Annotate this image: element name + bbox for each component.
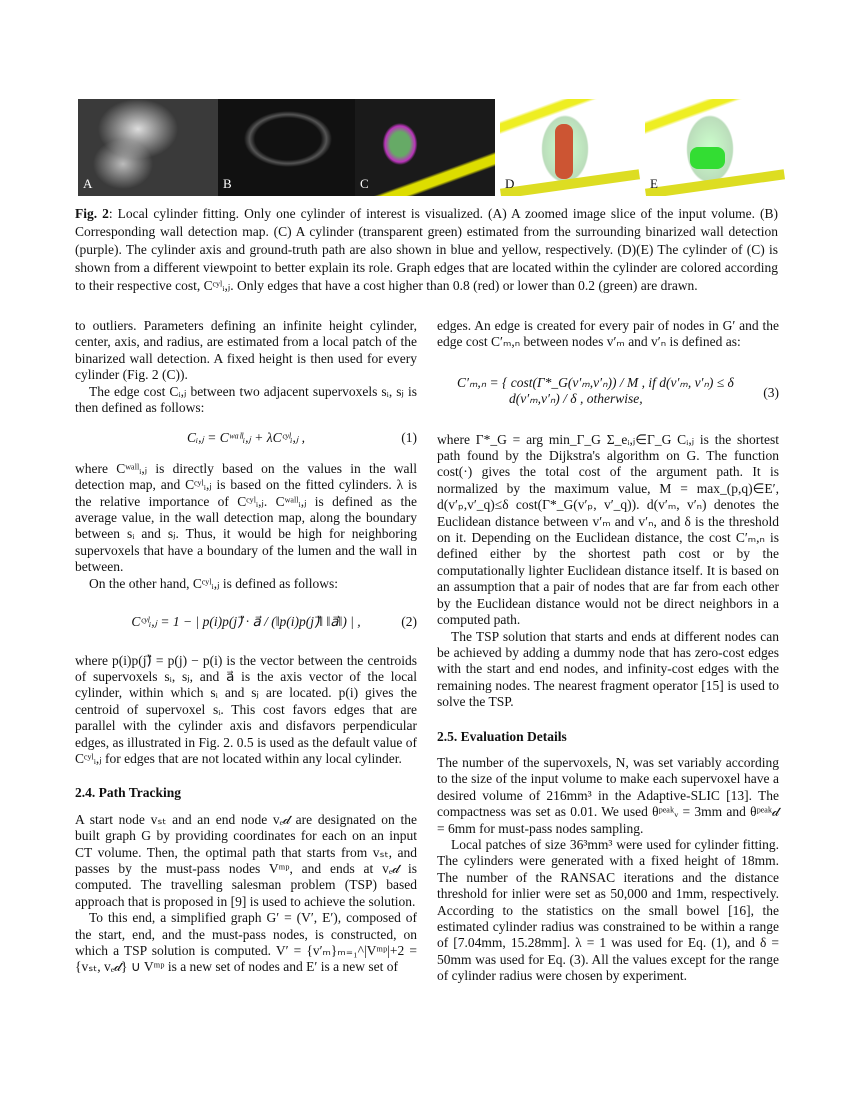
paragraph: to outliers. Parameters defining an infinite height cylinder, center, axis, and radius, are estimated from a local patch of the binarized wall detection. A fixed height is then used for every cylinder (Fig. 2 (C)). [75,318,417,383]
equation-line: C′ₘ,ₙ = { cost(Γ*_G(v′ₘ,v′ₙ)) / M , if d(v′ₘ, v′ₙ) ≤ δ [457,374,734,390]
equation-1 [75,430,417,446]
equation-number: (2) [401,614,417,630]
paragraph: Local patches of size 36³mm³ were used for cylinder fitting. The cylinders were generated with a fixed height of 18mm. The number of the RANSAC iterations and the distance threshold for inlier were set as 50,000 and 1mm, respectively. According to the statistics on the small bowel [16], the estimated cylinder radius was constrained to be within a range of [7.04mm, 15.28mm]. λ = 1 was used for Eq. (1), and δ = 50mm was used for Eq. (3). All the values except for the range of cylinder radius were chosen by experiment. [437,836,779,984]
section-heading: 2.5. Evaluation Details [437,728,567,744]
figure-panel-e [645,99,785,196]
paragraph: The TSP solution that starts and ends at different nodes can be achieved by adding a dummy node that has zero-cost edges with the start and end nodes, and infinity-cost edges with the remaining nodes. The nearest fragment operator [15] is used to solve the TSP. [437,628,779,710]
equation-body: Cᵢ,ⱼ = Cʷᵃˡˡᵢ,ⱼ + λCᶜʸˡᵢ,ⱼ , [186,430,306,446]
equation-number: (1) [401,430,417,446]
panel-label: A [83,176,93,191]
panel-label: C [360,176,369,191]
figure-panel-d [500,99,640,196]
panel-label: E [650,176,658,191]
paragraph: On the other hand, Cᶜʸˡᵢ,ⱼ is defined as follows: [89,575,338,591]
green-edges [690,147,725,169]
caption-label: Fig. 2 [75,206,109,221]
equation-number: (3) [763,384,779,400]
equation-3 [437,375,779,408]
figure-panel-b [218,99,355,196]
paragraph: edges. An edge is created for every pair of nodes in G′ and the edge cost C′ₘ,ₙ between nodes v′ₘ and v′ₙ is defined as: [437,318,779,350]
right-column [437,318,779,985]
red-edges [555,124,573,179]
paragraph: where p(i)p(j)⃗ = p(j) − p(i) is the vector between the centroids of supervoxels sᵢ, sⱼ, and a⃗ is the axis vector of the local cylinder, within which sᵢ and sⱼ are located. p(i) gives the centroid of supervoxel sᵢ. This cost favors edges that are parallel with the cylinder axis and disfavors perpendicular edges, as illustrated in Fig. 2. 0.5 is used as the default value of Cᶜʸˡᵢ,ⱼ for edges that are not located within any local cylinder. [75,652,417,766]
paragraph: where Cʷᵃˡˡᵢ,ⱼ is directly based on the values in the wall detection map, and Cᶜʸˡᵢ,ⱼ is based on the fitted cylinders. λ is the relative importance of Cᶜʸˡᵢ,ⱼ. Cʷᵃˡˡᵢ,ⱼ is defined as the average value, in the wall detection map, along the boundary between sᵢ and sⱼ. Thus, it would be high for neighboring supervoxels that have a boundary of the lumen and the wall in between. [75,460,417,575]
left-column [75,318,417,976]
yellow-path [645,169,785,196]
paragraph: where Γ*_G = arg min_Γ_G Σ_eᵢ,ⱼ∈Γ_G Cᵢ,ⱼ is the shortest path found by the Dijkstra's algorithm on G. The function cost(·) gives the total cost of the argument path. It is normalized by the maximum value, M = max_(p,q)∈E′, d(v′ₚ,v′_q)≤δ cost(Γ*_G(v′ₚ, v′_q)). d(v′ₘ, v′ₙ) denotes the Euclidean distance between v′ₘ and v′ₙ, and δ is the threshold on it. Depending on the Euclidean distance, the cost C′ₘ,ₙ is defined either by the shortest path cost or by the computationally lighter Euclidean distance itself. It is based on an assumption that a pair of nodes that are far from each other by the Euclidean distance would not be direct neighbors in a computed path. [437,431,779,628]
figure-panel-c [355,99,495,196]
equation-2 [75,614,417,630]
figure-caption [75,205,778,295]
equation-line: d(v′ₘ,v′ₙ) / δ , otherwise, [509,391,643,407]
panel-label: D [505,176,515,191]
paragraph: The number of the supervoxels, N, was set variably according to the size of the input volume to make each supervoxel have a desired volume of 216mm³ in the Adaptive-SLIC [13]. The compactness was set as 0.01. We used θᵖᵉᵃᵏᵥ = 3mm and θᵖᵉᵃᵏ𝒹 = 6mm for must-pass nodes sampling. [437,754,779,836]
paragraph: A start node vₛₜ and an end node vₑ𝒹 are designated on the built graph G by providing coordinates for each on an input CT volume. Then, the optimal path that starts from vₛₜ, and passes by the must-pass nodes Vᵐᵖ, and ends at vₑ𝒹 is computed. The travelling salesman problem (TSP) based approach that is proposed in [9] is used to achieve the solution. [75,811,417,909]
paragraph: The edge cost Cᵢ,ⱼ between two adjacent supervoxels sᵢ, sⱼ is then defined as follows: [75,383,417,416]
panel-label: B [223,176,232,191]
section-heading: 2.4. Path Tracking [75,785,182,801]
figure-panel-a [78,99,218,196]
equation-body: Cᶜʸˡᵢ,ⱼ = 1 − | p(i)p(j)⃗ · a⃗ / (‖p(i)p(j)⃗‖ ‖a⃗‖) | , [131,614,361,630]
paragraph: To this end, a simplified graph G′ = (V′, E′), composed of the start, end, and the must-pass nodes, is constructed, on which a TSP solution is computed. V′ = {v′ₘ}ₘ₌₁^|Vᵐᵖ|+2 = {vₛₜ, vₑ𝒹} ∪ Vᵐᵖ is a new set of nodes and E′ is a new set of [75,910,417,975]
caption-text: : Local cylinder fitting. Only one cylinder of interest is visualized. (A) A zoomed image slice of the input volume. (B) Corresponding wall detection map. (C) A cylinder (transparent green) estimated from the surrounding binarized wall detection (purple). The cylinder axis and ground-truth path are also shown in blue and yellow, respectively. (D)(E) The cylinder of (C) is shown from a different viewpoint to better explain its role. Graph edges that are located within the cylinder are colored according to their respective cost, Cᶜʸˡᵢ,ⱼ. Only edges that have a cost higher than 0.8 (red) or lower than 0.2 (green) are drawn. [75,206,779,293]
